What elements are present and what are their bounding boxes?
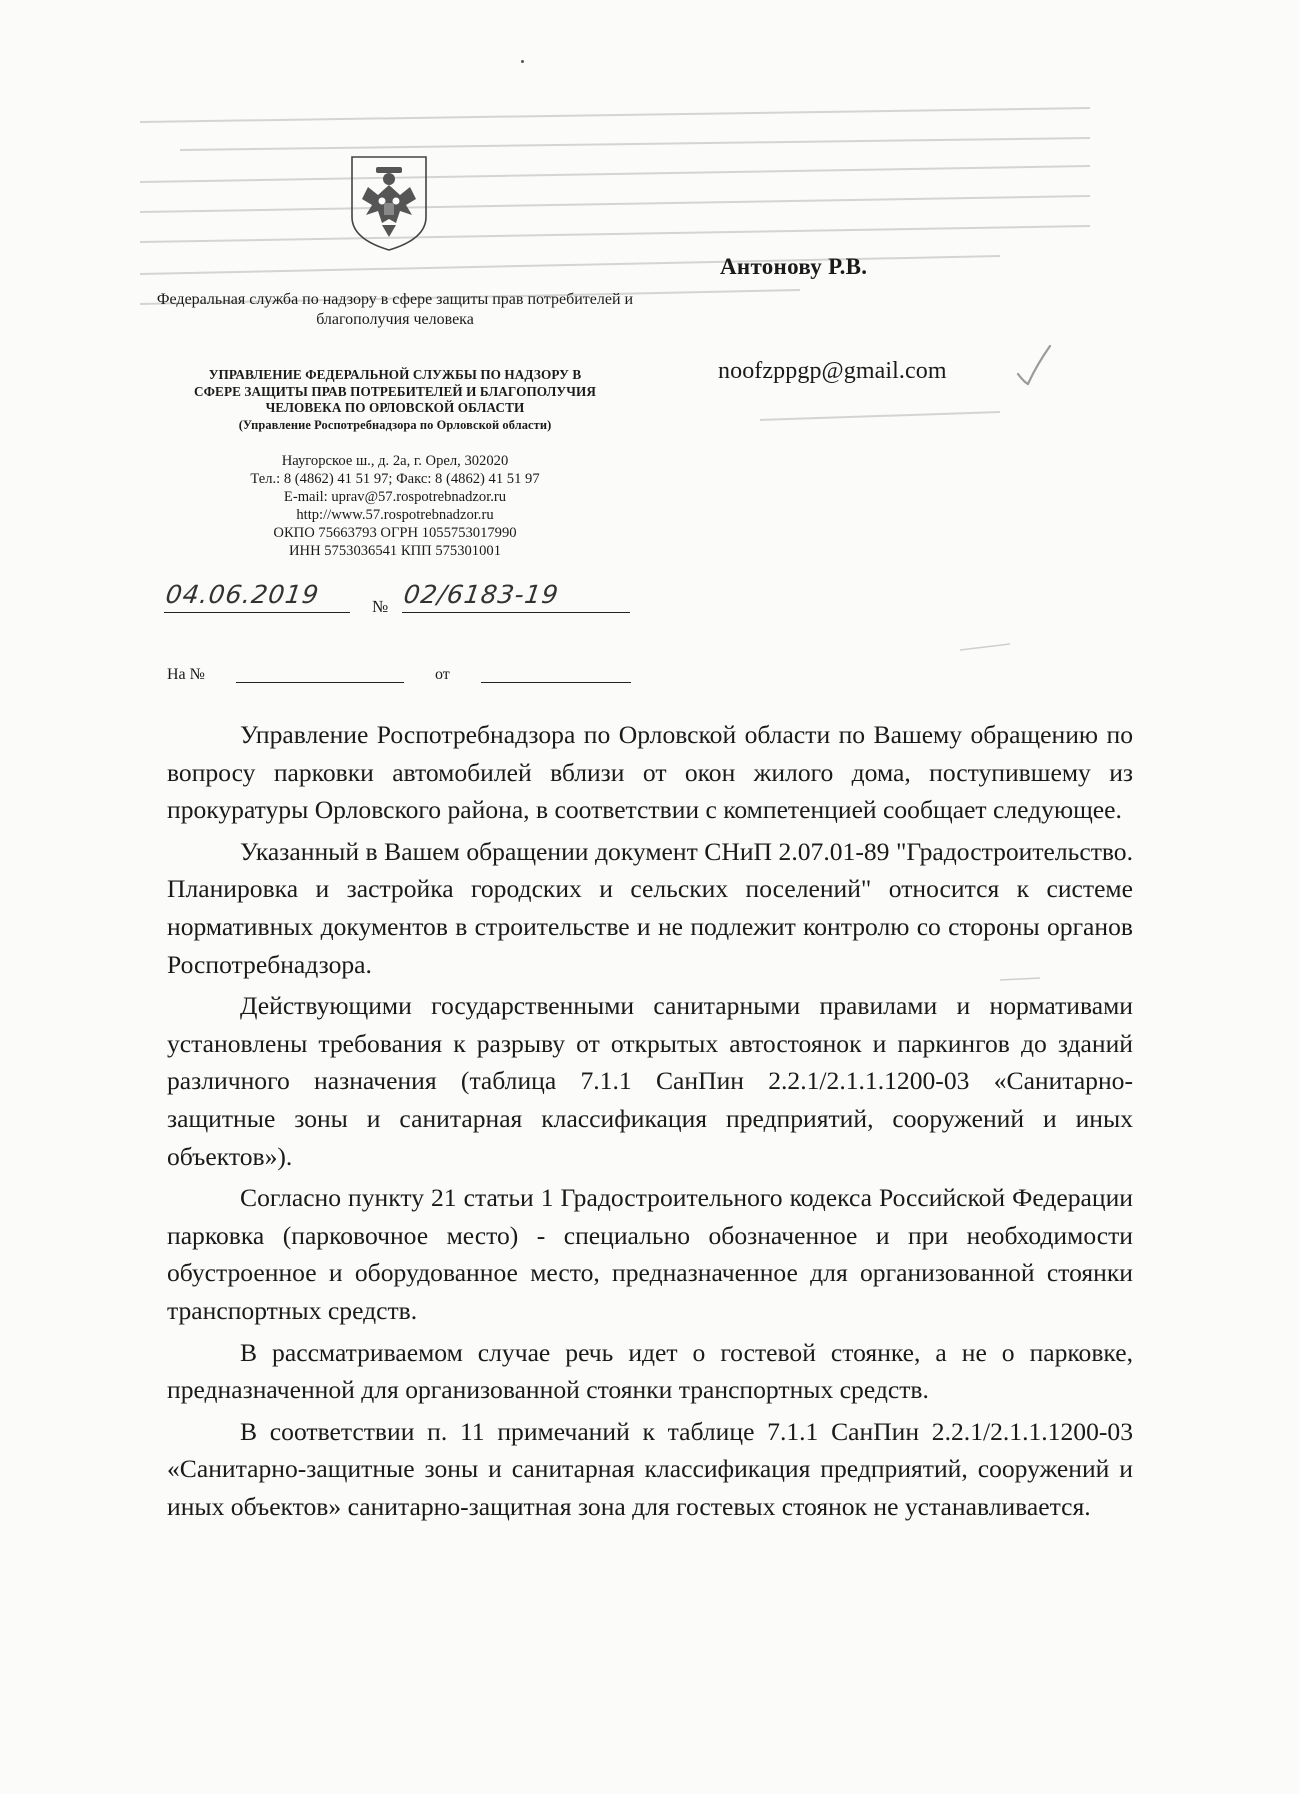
recipient-name: Антонову Р.В.	[720, 254, 868, 279]
body-paragraph: Согласно пункту 21 статьи 1 Градостроительного кодекса Российской Федерации парковка (парковочное место) - специально обозначенное и при необходимости обустроенное и оборудованное место, предназначенное для организованной стоянки транспортных средств.	[167, 1183, 1133, 1325]
ref-number-label: На №	[167, 666, 205, 683]
agency-name-line: УПРАВЛЕНИЕ ФЕДЕРАЛЬНОЙ СЛУЖБЫ ПО НАДЗОРУ В	[208, 367, 582, 382]
number-sign: №	[372, 597, 389, 616]
agency-phone-fax: Тел.: 8 (4862) 41 51 97; Факс: 8 (4862) 41 51 97	[250, 471, 540, 487]
registration-number: 02/6183-19	[401, 580, 561, 609]
handwritten-checkmark-icon	[1014, 344, 1054, 386]
agency-contacts	[150, 452, 640, 560]
body-paragraph: Указанный в Вашем обращении документ СНиП 2.07.01-89 "Градостроительство. Планировка и застройка городских и сельских поселений" относится к системе нормативных документов в строительстве и не подлежит контролю со стороны органов Роспотребнадзора.	[167, 836, 1133, 979]
ref-from-label: от	[435, 666, 450, 683]
body-paragraph: В соответствии п. 11 примечаний к таблице 7.1.1 СанПин 2.2.1/2.1.1.1200-03 «Санитарно-защитные зоны и санитарная классификация предприятий, сооружений и иных объектов» санитарно-защитная зона для гостевых стоянок не устанавливается.	[167, 1416, 1133, 1521]
date-underline	[164, 612, 350, 613]
parent-agency	[150, 290, 640, 330]
agency-website: http://www.57.rospotrebnadzor.ru	[296, 507, 494, 523]
body-paragraph: Действующими государственными санитарными правилами и нормативами установлены требования к разрыву от открытых автостоянок и паркингов до зданий различного назначения (таблица 7.1.1 СанПин 2.2.1/2.1.1.1200-03 «Санитарно-защитные зоны и санитарная классификация предприятий, сооружений и иных объектов»).	[167, 991, 1133, 1171]
agency-name-line: СФЕРЕ ЗАЩИТЫ ПРАВ ПОТРЕБИТЕЛЕЙ И БЛАГОПОЛУЧИЯ	[194, 383, 596, 399]
ref-date-blank	[481, 682, 631, 683]
agency-address: Наугорское ш., д. 2а, г. Орел, 302020	[281, 453, 509, 469]
body-paragraph: В рассматриваемом случае речь идет о гостевой стоянке, а не о парковке, предназначенной для организованной стоянки транспортных средств.	[167, 1337, 1133, 1405]
russian-coat-of-arms-icon	[346, 153, 432, 253]
letter-body	[167, 716, 1133, 1525]
number-underline	[402, 612, 630, 613]
body-paragraph: Управление Роспотребнадзора по Орловской области по Вашему обращению по вопросу парковки автомобилей вблизи от окон жилого дома, поступившему из прокуратуры Орловского района, в соответствии с компетенцией сообщает следующее.	[167, 720, 1133, 825]
registration-date: 04.06.2019	[163, 580, 322, 609]
agency-inn-kpp: ИНН 5753036541 КПП 575301001	[288, 543, 501, 559]
agency-okpo-ogrn: ОКПО 75663793 ОГРН 1055753017990	[273, 525, 517, 541]
recipient-email: noofzppgp@gmail.com	[718, 358, 947, 384]
agency-name-line: ЧЕЛОВЕКА ПО ОРЛОВСКОЙ ОБЛАСТИ	[265, 400, 525, 415]
parent-agency-text: Федеральная служба по надзору в сфере защиты прав потребителей и благополучия человека	[156, 291, 634, 328]
agency-short-name: (Управление Роспотребнадзора по Орловской области)	[238, 417, 552, 432]
scan-dot	[521, 60, 524, 63]
agency-name	[150, 367, 640, 433]
agency-email: E-mail: uprav@57.rospotrebnadzor.ru	[283, 489, 507, 505]
ref-number-blank	[236, 682, 404, 683]
